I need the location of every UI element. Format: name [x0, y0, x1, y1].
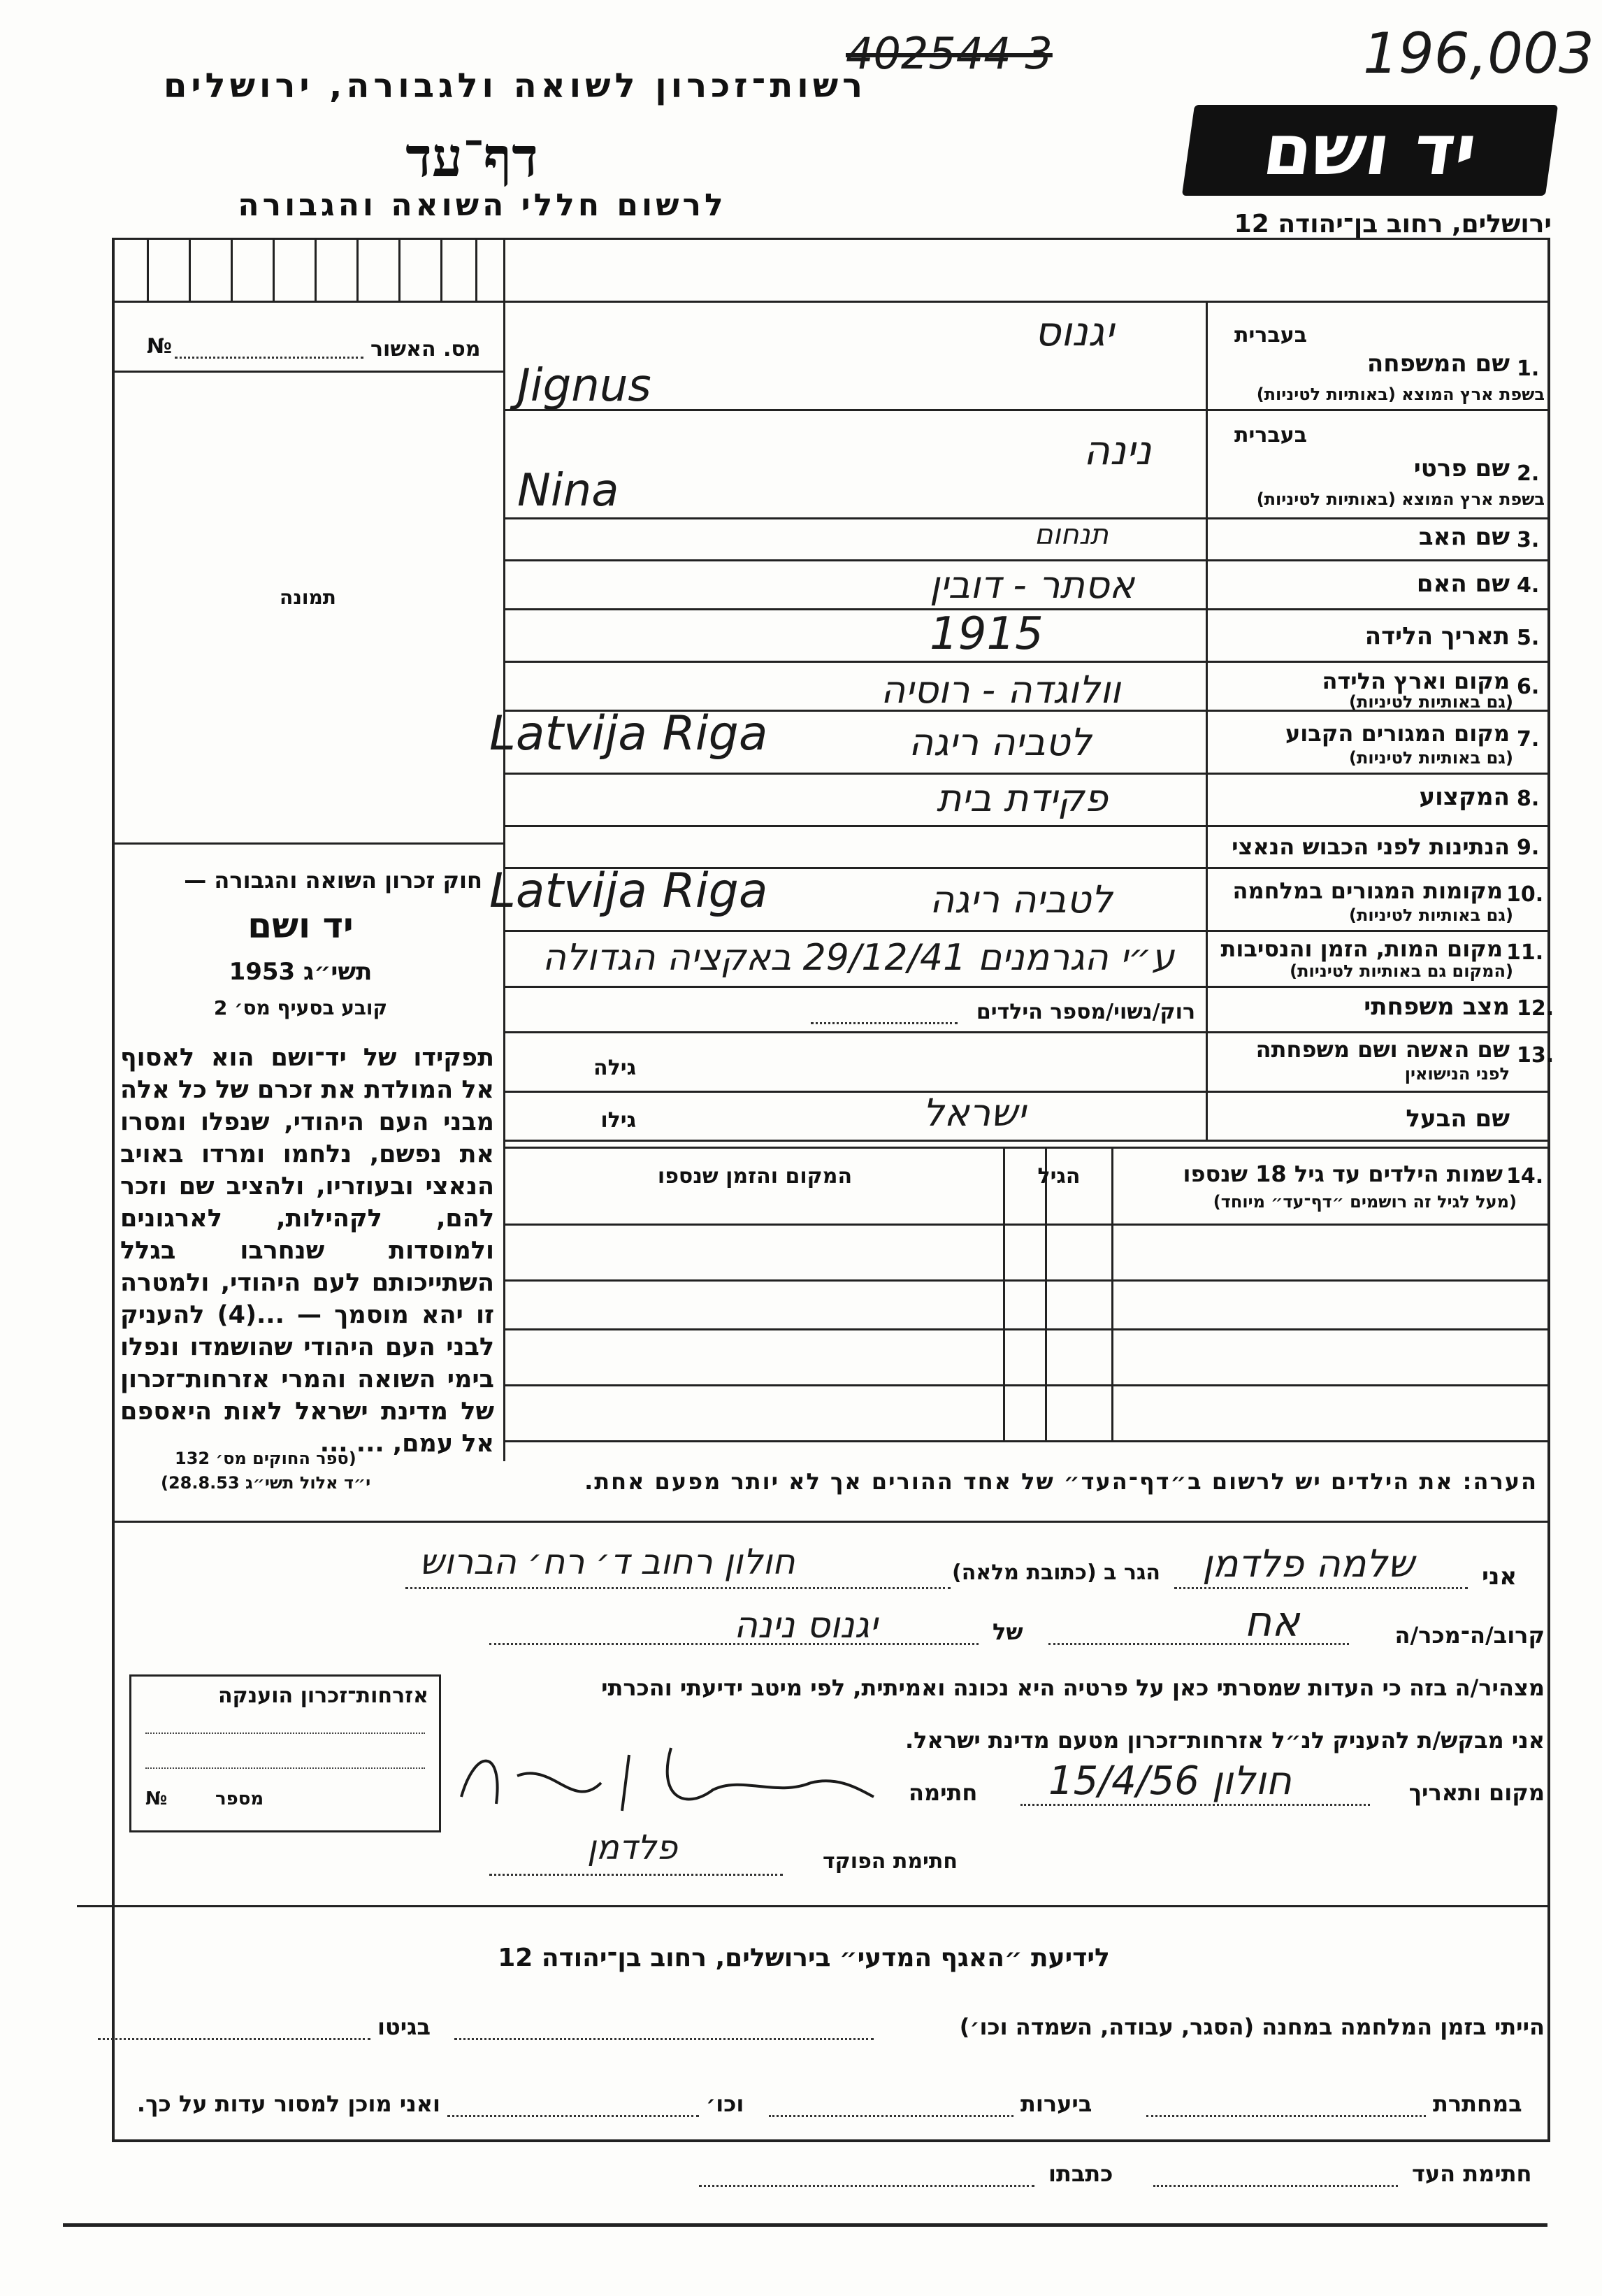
law-title: חוק זכרון השואה והגבורה —: [184, 867, 482, 894]
field-10-sublabel: (גם באותיות לטיניות): [1349, 905, 1513, 925]
field-1-latin-sublabel: בשפת ארץ המוצא (באותיות לטיניות): [1256, 385, 1545, 404]
field-7-latin-value: Latvija Riga: [489, 706, 768, 761]
field-2-latin-sublabel: בשפת ארץ המוצא (באותיות לטיניות): [1256, 489, 1545, 509]
field-12-number: 12.: [1517, 996, 1554, 1021]
citizenship-granted-box: [129, 1674, 441, 1832]
logo-text: יד ושם: [1258, 109, 1482, 191]
field-3-value: תנחום: [1034, 519, 1109, 551]
field-8-number: 8.: [1517, 787, 1540, 811]
law-section: קובע בסעיף מס׳ 2: [213, 996, 388, 1019]
field-6-sublabel: (גם באותיות לטיניות): [1349, 692, 1513, 712]
declarant-signature: [447, 1734, 881, 1825]
relation-value: אח: [1244, 1598, 1300, 1646]
field-6-label: מקום וארץ הלידה: [1322, 668, 1510, 694]
signature-label: חתימה: [909, 1779, 978, 1806]
footer-testimony-text: ואני מוכן למסור עדות על כך.: [136, 2090, 440, 2117]
relation-label: קרוב/ה־מכר/ה: [1394, 1622, 1545, 1649]
wife-age-label: גילה: [593, 1056, 636, 1080]
field-3-label: שם האב: [1418, 523, 1510, 551]
field-3-number: 3.: [1517, 528, 1540, 552]
declaration-text: מצהיר/ה בזה כי העדות שמסרתי כאן על פרטיה היא נכונה ואמיתית, לפי מיטב ידיעתי והכרתי: [601, 1674, 1545, 1701]
field-7-number: 7.: [1517, 727, 1540, 752]
footer-forests-label: ביערות: [1020, 2090, 1092, 2117]
institution-address: ירושלים, רחוב בן־יהודה 12: [1234, 210, 1552, 238]
footer-etc-label: וכו׳: [706, 2090, 744, 2117]
footer-title: לידיעת ״האגף המדעי״ בירושלים, רחוב בן־יהודה 12: [498, 1944, 1110, 1972]
form-title: דף־עד: [405, 126, 538, 189]
law-year: תשי״ג 1953: [229, 958, 373, 986]
request-text: אני מבקש/ת להעניק לנ״ל אזרחות־זכרון מטעם מדינת ישראל.: [905, 1727, 1545, 1753]
field-2-hebrew-sublabel: בעברית: [1234, 423, 1307, 447]
field-1-hebrew-sublabel: בעברית: [1234, 323, 1307, 347]
footer-underground-label: במחתרת: [1433, 2090, 1522, 2117]
children-age-column: הגיל: [1037, 1164, 1081, 1189]
field-7-hebrew-value: לטביה ריגה: [909, 720, 1092, 764]
field-6-value: וולוגדה - רוסיה: [881, 668, 1121, 712]
field-10-hebrew-value: לטביה ריגה: [930, 877, 1113, 921]
field-5-number: 5.: [1517, 626, 1540, 650]
citizenship-box-title: אזרחות־זכרון הוענקה: [217, 1684, 428, 1708]
field-10-latin-value: Latvija Riga: [489, 863, 768, 919]
field-13-label: שם האשה ושם משפחתה: [1255, 1036, 1510, 1063]
field-2-label: שם פרטי: [1413, 454, 1510, 482]
of-label: של: [993, 1619, 1023, 1645]
field-9-label: הנתינות לפני הכבוש הנאצי: [1232, 833, 1510, 860]
place-date-value: חולון 15/4/56: [1048, 1758, 1292, 1804]
law-name: יד ושם: [247, 905, 354, 946]
official-signature-label: חתימת הפוקד: [823, 1849, 958, 1874]
children-note: הערה: את הילדים יש לרשום ב״דף־העד״ של אחד ההורים אך לא יותר מפעם אחת.: [584, 1468, 1538, 1495]
institution-name: רשות־זכרון לשואה ולגבורה, ירושלים: [163, 66, 867, 106]
field-7-label: מקום המגורים הקבוע: [1285, 720, 1510, 747]
yad-vashem-logo: [1182, 105, 1558, 196]
citizenship-box-number-label: מספר: [215, 1788, 264, 1809]
field-6-number: 6.: [1517, 675, 1540, 699]
field-9-number: 9.: [1517, 835, 1540, 860]
photo-placeholder-label: תמונה: [280, 586, 336, 609]
citizenship-box-number-sign: №: [145, 1788, 168, 1809]
field-11-number: 11.: [1506, 940, 1544, 965]
declarant-label: אני: [1482, 1563, 1517, 1591]
place-date-label: מקום ותאריך: [1408, 1779, 1545, 1806]
field-11-label: מקום המות, הזמן והנסיבות: [1220, 935, 1503, 962]
field-12-inline-label: רוק/נשוי/מספר הילדים: [976, 1000, 1195, 1024]
children-sublabel: (מעל לגיל זה רושמים ״דף־עד״ מיוחד): [1213, 1192, 1517, 1212]
field-8-label: המקצוע: [1419, 783, 1510, 811]
children-place-column: המקום והזמן שנספו: [657, 1164, 853, 1189]
field-8-value: פקידת בית: [937, 776, 1109, 820]
husband-name-label: שם הבעל: [1406, 1105, 1510, 1133]
husband-age-label: גילו: [600, 1108, 636, 1133]
law-reference-1: (ספר החוקים מס׳ 132: [175, 1449, 356, 1468]
official-signature-value: פלדמן: [587, 1828, 678, 1867]
footer-line1-label: הייתי בזמן המלחמה במחנה (הסגר, עבודה, השמדה וכו׳): [959, 2014, 1545, 2040]
field-1-hebrew-value: יגנוס: [1034, 308, 1114, 355]
field-12-label: מצב משפחתי: [1364, 993, 1510, 1021]
address-value: חולון רחוב ד׳ רח׳ הברוש: [419, 1542, 795, 1582]
law-text: תפקידו של יד־ושם הוא לאסוף אל המולדת את זכרם של כל אלה מבני העם היהודי, שנפלו ומסרו את נפשם, נלחמו ומרדו באויב הנאצי ובעוזריו, ולהציב שם וזכר להם, לקהילות, לארגונים ולמוסדות שנחרבו בגלל השתייכותם לעם היהודי, ולמטרה זו יהא מוסמך — ...(4) להעניק לבני העם היהודי שהושמדו ונפלו בימי השואה והמרי אזרחות־זכרון של מדינת ישראל לאות היאספם אל עמם, ... ...: [120, 1044, 494, 1458]
form-subtitle: לרשום חללי השואה והגבורה: [238, 187, 727, 223]
field-7-sublabel: (גם באותיות לטיניות): [1349, 748, 1513, 768]
address-label: הגר ב (כתובת מלאה): [951, 1560, 1160, 1585]
field-11-sublabel: (המקום גם באותיות לטיניות): [1290, 961, 1513, 981]
field-10-number: 10.: [1506, 882, 1544, 907]
field-1-number: 1.: [1517, 357, 1540, 381]
field-4-value: אסתר - דובין: [930, 563, 1135, 607]
field-5-value: 1915: [930, 608, 1044, 660]
field-1-latin-value: Jignus: [517, 360, 651, 412]
field-2-number: 2.: [1517, 461, 1540, 486]
field-1-label: שם המשפחה: [1366, 350, 1510, 378]
field-2-hebrew-value: נינה: [1083, 426, 1152, 474]
footer-witness-signature-label: חתימת העד: [1412, 2160, 1532, 2187]
handwritten-record-number: 402544 3: [846, 28, 1053, 79]
footer-line1-end: בגיטו: [377, 2014, 431, 2040]
of-value: יגנוס נינה: [734, 1605, 878, 1646]
declarant-name: שלמה פלדמן: [1202, 1542, 1415, 1586]
field-4-label: שם האם: [1416, 570, 1510, 598]
children-label: שמות הילדים עד גיל 18 שנספו: [1183, 1161, 1503, 1187]
field-13-sublabel: לפני הנישואין: [1404, 1064, 1510, 1084]
approval-number-label: מס. האשור: [370, 337, 481, 361]
field-5-label: תאריך הלידה: [1364, 622, 1510, 650]
footer-address-label: כתבתו: [1048, 2160, 1113, 2187]
field-11-value: ע״י הגרמנים 29/12/41 באקציה הגדולה: [542, 937, 1174, 979]
law-reference-2: י״ד אלול תשי״ג 28.8.53): [161, 1473, 371, 1493]
husband-name-value: ישראל: [923, 1091, 1026, 1135]
field-13-number: 13.: [1517, 1043, 1554, 1068]
field-14-number: 14.: [1506, 1164, 1544, 1189]
field-10-label: מקומות המגורים במלחמה: [1232, 877, 1503, 904]
field-4-number: 4.: [1517, 573, 1540, 598]
field-2-latin-value: Nina: [517, 465, 619, 517]
handwritten-file-number: 196,003: [1363, 21, 1594, 86]
approval-number-sign: №: [147, 334, 173, 359]
